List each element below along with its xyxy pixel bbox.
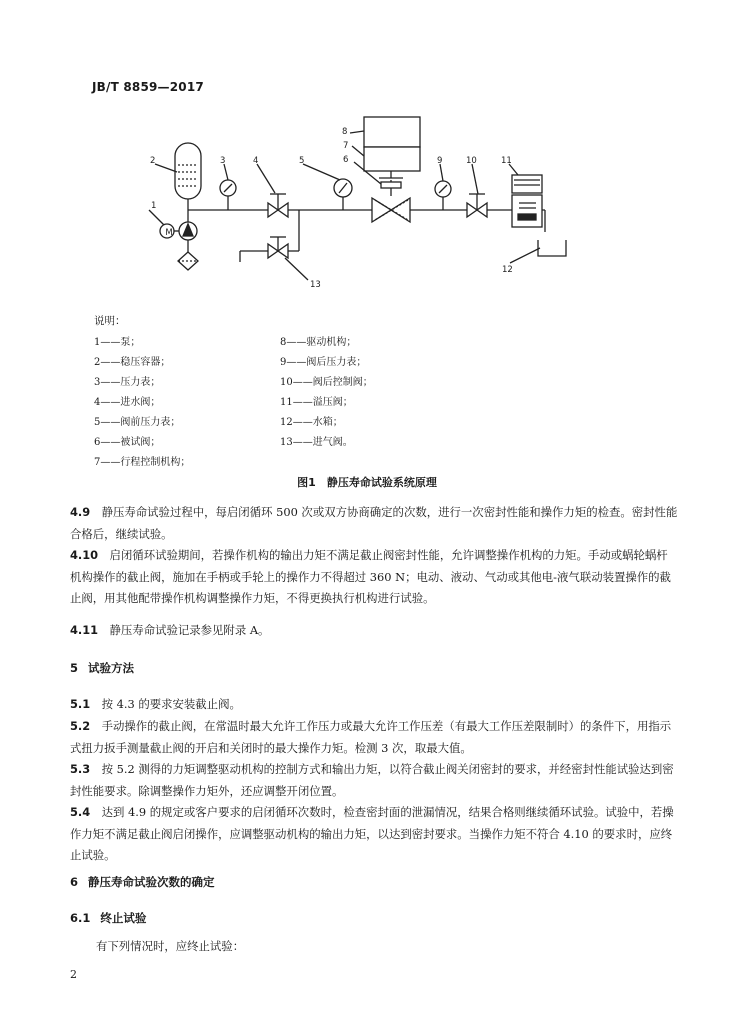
legend-title: 说明： xyxy=(94,315,126,327)
svg-text:3: 3 xyxy=(220,156,226,166)
svg-text:2: 2 xyxy=(150,156,156,166)
legend-item-5: 5——阀前压力表； xyxy=(94,417,181,428)
figure-caption: 图1 静压寿命试验系统原理 xyxy=(297,476,437,489)
clause-text: 启闭循环试验期间，若操作机构的输出力矩不满足截止阀密封性能，允许调整操作机构的力矩。手动或蜗轮蜗杆机构操作的截止阀，施加在手柄或手轮上的操作力不得超过 360 N；电动、液动、气动或其他电-液气联动装置操作的截止阀，用其他配带操作机构调整操作力矩，不得更换执行机构进行试验。 xyxy=(70,548,671,605)
svg-text:8: 8 xyxy=(342,127,348,137)
svg-text:4: 4 xyxy=(253,156,259,166)
section-6-1-heading xyxy=(70,910,146,926)
legend-item-3: 3——压力表； xyxy=(94,377,161,388)
clause-text: 达到 4.9 的规定或客户要求的启闭循环次数时，检查密封面的泄漏情况，结果合格则继续循环试验。试验中，若操作力矩不满足截止阀启闭操作，应调整驱动机构的输出力矩，以达到密封要求。当操作力矩不符合 4.10 的要求时，应终止试验。 xyxy=(70,805,674,862)
svg-text:10: 10 xyxy=(466,156,477,166)
section-number: 5 xyxy=(70,661,79,675)
clause-5-3 xyxy=(70,759,678,802)
clause-4-9 xyxy=(70,502,678,545)
section-number: 6.1 xyxy=(70,911,91,925)
section-number: 6 xyxy=(70,875,79,889)
legend-item-6: 6——被试阀； xyxy=(94,437,161,448)
clause-5-4 xyxy=(70,802,678,867)
clause-number: 5.4 xyxy=(70,805,91,819)
section-title: 静压寿命试验次数的确定 xyxy=(88,875,215,889)
clause-text: 静压寿命试验过程中，每启闭循环 500 次或双方协商确定的次数，进行一次密封性能和操作力矩的检查。密封性能合格后，继续试验。 xyxy=(70,505,678,541)
section-5-heading xyxy=(70,660,134,676)
test-system-diagram xyxy=(0,0,734,300)
clause-text: 手动操作的截止阀，在常温时最大允许工作压力或最大允许工作压差（有最大工作压差限制时）的条件下，用指示式扭力扳手测量截止阀的开启和关闭时的最大操作力矩。检测 3 次，取最大值。 xyxy=(70,719,672,755)
clause-number: 5.1 xyxy=(70,697,91,711)
clause-6-1-intro: 有下列情况时，应终止试验： xyxy=(96,939,245,953)
clause-number: 4.11 xyxy=(70,623,99,637)
svg-text:9: 9 xyxy=(437,156,443,166)
document-id-header: JB/T 8859—2017 xyxy=(92,80,204,94)
clause-number: 5.2 xyxy=(70,719,91,733)
section-title: 终止试验 xyxy=(100,911,147,925)
svg-text:12: 12 xyxy=(502,265,513,275)
svg-text:1: 1 xyxy=(151,201,157,211)
clause-4-11 xyxy=(70,620,678,642)
legend-item-8: 8——驱动机构； xyxy=(280,337,357,348)
clause-text: 按 4.3 的要求安装截止阀。 xyxy=(101,697,241,711)
svg-text:11: 11 xyxy=(501,156,512,166)
svg-text:6: 6 xyxy=(343,155,349,165)
svg-text:7: 7 xyxy=(343,141,349,151)
page-number: 2 xyxy=(70,968,77,981)
svg-text:13: 13 xyxy=(310,280,321,290)
legend-item-9: 9——阀后压力表； xyxy=(280,357,367,368)
legend-item-4: 4——进水阀； xyxy=(94,397,161,408)
legend-item-1: 1——泵； xyxy=(94,337,141,348)
legend-item-11: 11——溢压阀； xyxy=(280,397,353,408)
clause-text: 按 5.2 测得的力矩调整驱动机构的控制方式和输出力矩，以符合截止阀关闭密封的要求，并经密封性能试验达到密封性能要求。除调整操作力矩外，还应调整开闭位置。 xyxy=(70,762,674,798)
legend-item-7: 7——行程控制机构； xyxy=(94,457,191,468)
clause-5-1 xyxy=(70,694,678,716)
legend-item-2: 2——稳压容器； xyxy=(94,357,171,368)
section-title: 试验方法 xyxy=(88,661,135,675)
svg-text:5: 5 xyxy=(299,156,305,166)
clause-number: 4.9 xyxy=(70,505,91,519)
legend-item-12: 12——水箱； xyxy=(280,417,343,428)
legend-item-13: 13——进气阀。 xyxy=(280,437,353,448)
clause-5-2 xyxy=(70,716,678,759)
clause-4-10 xyxy=(70,545,678,610)
svg-text:M: M xyxy=(165,228,173,238)
clause-text: 静压寿命试验记录参见附录 A。 xyxy=(109,623,270,637)
section-6-heading xyxy=(70,874,215,890)
legend-item-10: 10——阀后控制阀； xyxy=(280,377,373,388)
clause-number: 4.10 xyxy=(70,548,99,562)
clause-number: 5.3 xyxy=(70,762,91,776)
